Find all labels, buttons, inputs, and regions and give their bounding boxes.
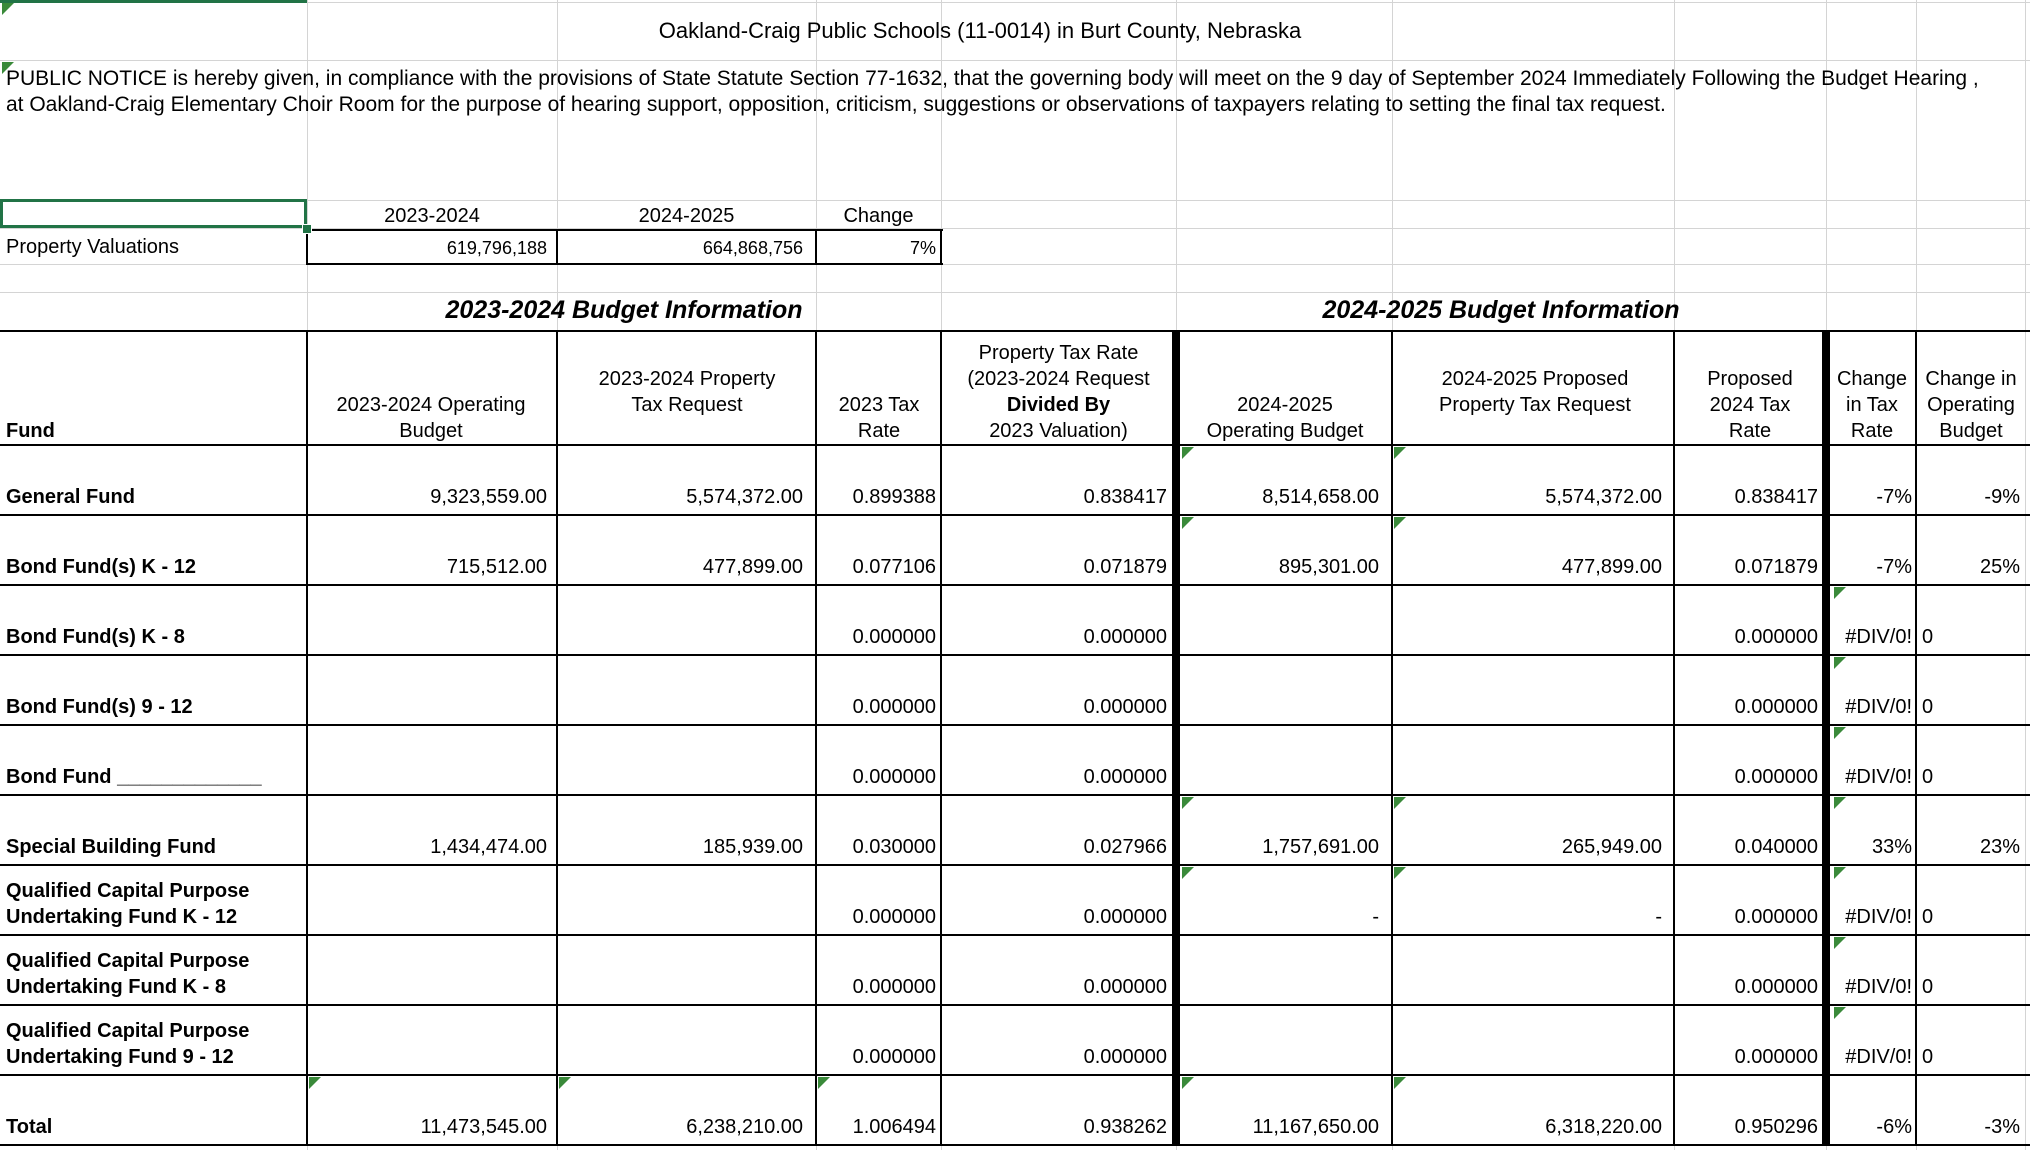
section-2023-2024: 2023-2024 Budget Information bbox=[445, 296, 803, 324]
border bbox=[0, 1074, 2030, 1076]
cell-ptrate[interactable]: 0.000000 bbox=[1083, 1046, 1167, 1068]
comment-indicator-icon bbox=[1182, 1077, 1194, 1089]
comment-indicator-icon bbox=[1834, 657, 1846, 669]
cell-proposed-2024-rate[interactable]: 0.040000 bbox=[1734, 836, 1818, 858]
cell-ptrate[interactable]: 0.000000 bbox=[1083, 696, 1167, 718]
header-ptr-2023-2024: 2023-2024 Property Tax Request bbox=[598, 368, 776, 416]
public-notice-text: PUBLIC NOTICE is hereby given, in compliance with the provisions of State Statute Section 77-1632, that the governing body will meet on the 9 day of September 2024 Immediately Following the Budget Hearing , at Oakland-Craig Elementary Choir Room for the purpose of hearing support, opposition, criticism, suggestions or observations of taxpayers relating to setting the final tax request. bbox=[6, 67, 1979, 116]
cell-change-tax-rate[interactable]: -7% bbox=[1876, 556, 1912, 578]
cell-pptr-2024-2025[interactable]: 5,574,372.00 bbox=[1545, 486, 1662, 508]
fill-handle[interactable] bbox=[302, 224, 312, 234]
cell-ptrate[interactable]: 0.027966 bbox=[1083, 836, 1167, 858]
cell-change-tax-rate[interactable]: 33% bbox=[1871, 836, 1912, 858]
header-ptrate-line4: 2023 Valuation) bbox=[989, 420, 1128, 442]
cell-ptrate[interactable]: 0.838417 bbox=[1083, 486, 1167, 508]
cell-op-2024-2025[interactable]: 895,301.00 bbox=[1278, 556, 1379, 578]
cell-rate-2023[interactable]: 1.006494 bbox=[852, 1116, 936, 1138]
page-title: Oakland-Craig Public Schools (11-0014) in Burt County, Nebraska bbox=[658, 18, 1302, 43]
fund-name: General Fund bbox=[6, 486, 135, 508]
border bbox=[0, 330, 2030, 332]
cell-ptr-2023-2024[interactable]: 6,238,210.00 bbox=[686, 1116, 803, 1138]
comment-indicator-icon bbox=[1394, 1077, 1406, 1089]
comment-indicator-icon bbox=[2, 62, 14, 74]
cell-ptr-2023-2024[interactable]: 477,899.00 bbox=[702, 556, 803, 578]
border bbox=[0, 1004, 2030, 1006]
valuation-2024-2025[interactable]: 664,868,756 bbox=[702, 238, 803, 258]
comment-indicator-icon bbox=[309, 1077, 321, 1089]
header-op-2023-2024: 2023-2024 Operating Budget bbox=[336, 394, 526, 442]
comment-indicator-icon bbox=[1182, 447, 1194, 459]
gridline bbox=[0, 292, 2030, 293]
cell-rate-2023[interactable]: 0.077106 bbox=[852, 556, 936, 578]
border bbox=[306, 331, 308, 1144]
header-change-operating: Change in Operating Budget bbox=[1925, 368, 2017, 442]
cell-op-2023-2024[interactable]: 715,512.00 bbox=[446, 556, 547, 578]
header-ptrate-line1: Property Tax Rate bbox=[978, 342, 1139, 364]
border bbox=[0, 1144, 2030, 1146]
cell-change-operating[interactable]: 0 bbox=[1922, 976, 1934, 998]
valuation-2023-2024[interactable]: 619,796,188 bbox=[446, 238, 547, 258]
cell-ptrate[interactable]: 0.000000 bbox=[1083, 906, 1167, 928]
fund-name: Bond Fund(s) K - 8 bbox=[6, 626, 185, 648]
comment-indicator-icon bbox=[1394, 517, 1406, 529]
valuation-change[interactable]: 7% bbox=[909, 238, 936, 258]
cell-pptr-2024-2025[interactable]: 6,318,220.00 bbox=[1545, 1116, 1662, 1138]
cell-ptr-2023-2024[interactable]: 5,574,372.00 bbox=[686, 486, 803, 508]
valuation-label: Property Valuations bbox=[6, 236, 180, 258]
cell-rate-2023[interactable]: 0.000000 bbox=[852, 696, 936, 718]
border bbox=[0, 724, 2030, 726]
selected-cell[interactable] bbox=[0, 199, 307, 228]
header-change-tax-rate: Change in Tax Rate bbox=[1836, 368, 1908, 442]
cell-ptr-2023-2024[interactable]: 185,939.00 bbox=[702, 836, 803, 858]
cell-ptrate[interactable]: 0.000000 bbox=[1083, 976, 1167, 998]
cell-change-tax-rate[interactable]: -7% bbox=[1876, 486, 1912, 508]
cell-change-operating[interactable]: 0 bbox=[1922, 626, 1934, 648]
cell-change-operating[interactable]: 23% bbox=[1979, 836, 2020, 858]
cell-rate-2023[interactable]: 0.899388 bbox=[852, 486, 936, 508]
cell-op-2023-2024[interactable]: 9,323,559.00 bbox=[430, 486, 547, 508]
cell-change-operating[interactable]: 0 bbox=[1922, 906, 1934, 928]
cell-ptrate[interactable]: 0.938262 bbox=[1083, 1116, 1167, 1138]
cell-change-operating[interactable]: -9% bbox=[1984, 486, 2020, 508]
comment-indicator-icon bbox=[1394, 447, 1406, 459]
border bbox=[556, 331, 558, 1144]
cell-proposed-2024-rate[interactable]: 0.000000 bbox=[1734, 976, 1818, 998]
border bbox=[307, 229, 943, 231]
comment-indicator-icon bbox=[1182, 517, 1194, 529]
header-rate-2023: 2023 Tax Rate bbox=[838, 394, 920, 442]
cell-change-tax-rate[interactable]: #DIV/0! bbox=[1845, 696, 1912, 718]
header-proposed-2024-rate: Proposed 2024 Tax Rate bbox=[1707, 368, 1793, 442]
cell-change-tax-rate[interactable]: #DIV/0! bbox=[1845, 626, 1912, 648]
cell-change-tax-rate[interactable]: #DIV/0! bbox=[1845, 976, 1912, 998]
comment-indicator-icon bbox=[818, 1077, 830, 1089]
cell-ptrate[interactable]: 0.071879 bbox=[1083, 556, 1167, 578]
border bbox=[940, 229, 942, 265]
section-2024-2025: 2024-2025 Budget Information bbox=[1322, 296, 1680, 324]
fund-name: Qualified Capital Purpose bbox=[6, 950, 250, 972]
thick-separator bbox=[1822, 331, 1830, 1146]
valuation-header-2024-2025: 2024-2025 bbox=[638, 205, 735, 227]
header-pptr-2024-2025: 2024-2025 Proposed Property Tax Request bbox=[1439, 368, 1631, 416]
comment-indicator-icon bbox=[1834, 1007, 1846, 1019]
cell-pptr-2024-2025[interactable]: 265,949.00 bbox=[1561, 836, 1662, 858]
cell-op-2023-2024[interactable]: 11,473,545.00 bbox=[420, 1116, 547, 1138]
cell-proposed-2024-rate[interactable]: 0.000000 bbox=[1734, 1046, 1818, 1068]
valuation-header-change: Change bbox=[843, 205, 914, 227]
cell-rate-2023[interactable]: 0.000000 bbox=[852, 906, 936, 928]
fund-name: Total bbox=[6, 1116, 53, 1138]
header-op-2024-2025: 2024-2025 Operating Budget bbox=[1206, 394, 1364, 442]
cell-rate-2023[interactable]: 0.000000 bbox=[852, 1046, 936, 1068]
cell-change-operating[interactable]: 0 bbox=[1922, 696, 1934, 718]
comment-indicator-icon bbox=[2, 3, 14, 15]
cell-proposed-2024-rate[interactable]: 0.000000 bbox=[1734, 626, 1818, 648]
fund-name: Bond Fund(s) 9 - 12 bbox=[6, 696, 193, 718]
gridline bbox=[0, 60, 2030, 61]
cell-op-2024-2025[interactable]: 1,757,691.00 bbox=[1262, 836, 1379, 858]
fund-name: Undertaking Fund K - 8 bbox=[6, 976, 226, 998]
cell-ptrate[interactable]: 0.000000 bbox=[1083, 766, 1167, 788]
gridline bbox=[0, 264, 2030, 265]
cell-pptr-2024-2025[interactable]: - bbox=[1655, 906, 1662, 928]
cell-proposed-2024-rate[interactable]: 0.071879 bbox=[1734, 556, 1818, 578]
fund-name: Qualified Capital Purpose bbox=[6, 1020, 250, 1042]
comment-indicator-icon bbox=[1834, 797, 1846, 809]
header-fund: Fund bbox=[6, 420, 55, 442]
cell-proposed-2024-rate[interactable]: 0.000000 bbox=[1734, 906, 1818, 928]
comment-indicator-icon bbox=[1182, 797, 1194, 809]
cell-proposed-2024-rate[interactable]: 0.838417 bbox=[1734, 486, 1818, 508]
valuation-header-2023-2024: 2023-2024 bbox=[384, 205, 480, 227]
border bbox=[815, 331, 817, 1144]
column-selection-indicator bbox=[0, 0, 307, 3]
border bbox=[0, 864, 2030, 866]
fund-name: Bond Fund(s) K - 12 bbox=[6, 556, 196, 578]
header-ptrate-line3: Divided By bbox=[1006, 394, 1111, 416]
gridline bbox=[2025, 0, 2026, 1150]
cell-change-operating[interactable]: 0 bbox=[1922, 766, 1934, 788]
border bbox=[307, 263, 943, 265]
fund-name: Undertaking Fund K - 12 bbox=[6, 906, 238, 928]
cell-ptrate[interactable]: 0.000000 bbox=[1083, 626, 1167, 648]
cell-change-operating[interactable]: -3% bbox=[1984, 1116, 2020, 1138]
border bbox=[940, 331, 942, 1144]
fund-name: Undertaking Fund 9 - 12 bbox=[6, 1046, 234, 1068]
cell-change-operating[interactable]: 25% bbox=[1979, 556, 2020, 578]
border bbox=[0, 584, 2030, 586]
cell-change-tax-rate[interactable]: -6% bbox=[1876, 1116, 1912, 1138]
cell-proposed-2024-rate[interactable]: 0.000000 bbox=[1734, 696, 1818, 718]
comment-indicator-icon bbox=[1834, 727, 1846, 739]
cell-op-2024-2025[interactable]: 8,514,658.00 bbox=[1262, 486, 1379, 508]
fund-name: Qualified Capital Purpose bbox=[6, 880, 250, 902]
cell-op-2024-2025[interactable]: - bbox=[1372, 906, 1379, 928]
border bbox=[1915, 331, 1917, 1144]
border bbox=[1673, 331, 1675, 1144]
cell-proposed-2024-rate[interactable]: 0.000000 bbox=[1734, 766, 1818, 788]
comment-indicator-icon bbox=[1834, 937, 1846, 949]
border bbox=[1391, 331, 1393, 1144]
cell-change-tax-rate[interactable]: #DIV/0! bbox=[1845, 766, 1912, 788]
cell-proposed-2024-rate[interactable]: 0.950296 bbox=[1734, 1116, 1818, 1138]
fund-name: Bond Fund _____________ bbox=[6, 766, 262, 788]
comment-indicator-icon bbox=[1182, 867, 1194, 879]
fund-name: Special Building Fund bbox=[6, 836, 216, 858]
header-ptrate-line2: (2023-2024 Request bbox=[967, 368, 1150, 390]
border bbox=[0, 794, 2030, 796]
cell-change-operating[interactable]: 0 bbox=[1922, 1046, 1934, 1068]
border bbox=[0, 934, 2030, 936]
border bbox=[0, 444, 2030, 446]
cell-change-tax-rate[interactable]: #DIV/0! bbox=[1845, 906, 1912, 928]
cell-change-tax-rate[interactable]: #DIV/0! bbox=[1845, 1046, 1912, 1068]
comment-indicator-icon bbox=[1834, 587, 1846, 599]
comment-indicator-icon bbox=[1394, 797, 1406, 809]
cell-op-2023-2024[interactable]: 1,434,474.00 bbox=[430, 836, 547, 858]
cell-op-2024-2025[interactable]: 11,167,650.00 bbox=[1252, 1116, 1379, 1138]
cell-pptr-2024-2025[interactable]: 477,899.00 bbox=[1561, 556, 1662, 578]
border bbox=[0, 654, 2030, 656]
comment-indicator-icon bbox=[1394, 867, 1406, 879]
border bbox=[0, 514, 2030, 516]
cell-rate-2023[interactable]: 0.000000 bbox=[852, 976, 936, 998]
comment-indicator-icon bbox=[1834, 867, 1846, 879]
cell-rate-2023[interactable]: 0.000000 bbox=[852, 626, 936, 648]
cell-rate-2023[interactable]: 0.000000 bbox=[852, 766, 936, 788]
comment-indicator-icon bbox=[559, 1077, 571, 1089]
cell-rate-2023[interactable]: 0.030000 bbox=[852, 836, 936, 858]
thick-separator bbox=[1172, 331, 1180, 1146]
